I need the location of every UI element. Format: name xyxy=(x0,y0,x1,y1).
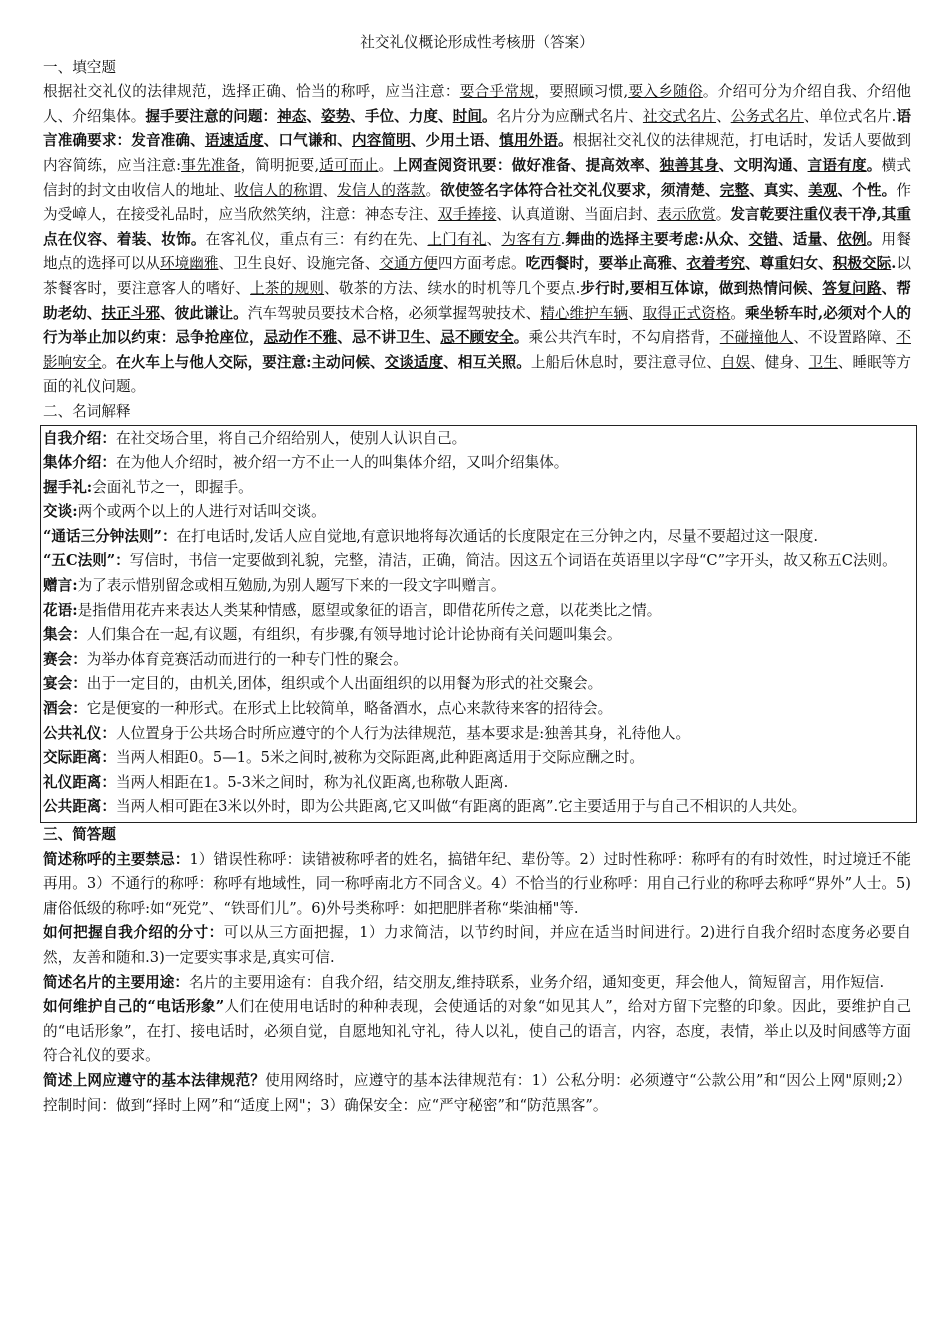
question-text: 、健身、 xyxy=(750,353,809,371)
term-name: 自我介绍： xyxy=(43,429,116,447)
answer-blank-text: 上门有礼 xyxy=(427,230,487,248)
answer-blank-text: 发信人的落款 xyxy=(337,181,426,199)
question-text: 、单位式名片. xyxy=(803,107,897,125)
answer-blank-text: 交通方便 xyxy=(379,255,438,273)
question-text: 、 xyxy=(627,304,643,322)
question-text: 。 xyxy=(425,181,441,199)
answer-blank-text: 双手捧接 xyxy=(437,206,497,224)
question-text: 横式信封的封文由收信人的地址、 xyxy=(43,156,911,199)
question-text: 在客礼仪，重点有三：有约在先、 xyxy=(205,230,428,248)
question-text: 、帮助老幼、 xyxy=(43,279,911,322)
question-text: ，简明扼要, xyxy=(240,156,320,174)
term-definition xyxy=(43,476,910,501)
question-text: ，要照顾习惯, xyxy=(534,83,629,101)
term-definition xyxy=(43,451,910,476)
answer-blank-text: 答复问路 xyxy=(822,279,882,297)
question-text: 。 xyxy=(481,107,497,125)
term-definition xyxy=(43,771,910,796)
answer-blank-text: 为客有方 xyxy=(501,230,561,248)
answer-blank-text: 内容简明 xyxy=(351,132,411,150)
question-text: 发言乾要注重仪表干净,其重点在仪容、着装、妆饰。 xyxy=(43,206,911,248)
question-text: 、 xyxy=(716,107,731,125)
term-definition xyxy=(43,672,910,697)
question-text: 根据社交礼仪的法律规范，打电话时，发话人要做到内容简练，应当注意: xyxy=(43,132,911,174)
answer-blank-text: 慎用外语 xyxy=(499,132,558,150)
question-text: 、适量、 xyxy=(778,230,838,248)
term-explanation: 它是便宴的一种形式。在形式上比较简单，略备酒水，点心来款待来客的招待会。 xyxy=(86,700,613,718)
term-name: 花语: xyxy=(43,601,78,619)
question-text: 用餐地点的选择可以从 xyxy=(43,230,911,273)
answer-text: 使用网络时，应遵守的基本法律规范有：1）公私分明：必须遵守“公款公用”和“因公上网"原则;2）控制时间：做到“择时上网”和“适度上网"；3）确保安全：应“严守秘密”和“防范黑客”。 xyxy=(43,1071,911,1114)
answer-blank-text: 忌不顾安全 xyxy=(440,329,514,347)
answer-blank-text: 交错 xyxy=(748,230,779,248)
question-text: 舞曲的选择主要考虑:从众、 xyxy=(565,230,749,248)
section-heading-fill-blank: 一、填空题 xyxy=(43,58,116,76)
answer-blank-text: 扶正斗邪 xyxy=(101,304,160,322)
answer-blank-text: 上茶的规则 xyxy=(250,279,325,297)
question-text: 四方面考虑。 xyxy=(437,255,526,273)
question-text: 。 xyxy=(513,329,529,347)
answer-blank-text: 完整 xyxy=(719,181,750,199)
answer-blank-text: 时间 xyxy=(452,107,482,125)
short-answer-item xyxy=(43,921,911,970)
term-definition xyxy=(43,648,910,673)
term-name: 公共礼仪： xyxy=(43,724,116,742)
question-text: 。 xyxy=(866,156,882,174)
question-text: 。介绍可分为介绍自我、介绍他人、介绍集体。 xyxy=(43,83,911,125)
question-text: . xyxy=(560,230,566,248)
question-text: 名片分为应酬式名片、 xyxy=(496,107,643,125)
question-text: 、忌不讲卫生、 xyxy=(337,329,441,347)
question-text: 作为受嶂人，在接受礼品时，应当欣然笑纳，注意：神态专注、 xyxy=(43,181,911,224)
short-answer-item xyxy=(43,971,911,996)
term-explanation: 在社交场合里，将自己介绍给别人，使别人认识自己。 xyxy=(115,429,467,447)
term-explanation: 为举办体育竞赛活动而进行的一种专门性的聚会。 xyxy=(86,650,408,668)
question-text: 乘坐轿车时,必须对个人的行为举止加以约束：忌争抢座位， xyxy=(43,304,911,347)
term-name: 酒会： xyxy=(43,700,87,718)
term-name: 交谈: xyxy=(43,503,78,521)
answer-text: 人们在使用电话时的种种表现，会使通话的对象“如见其人”，给对方留下完整的印象。因此，要维护自己的“电话形象”，在打、接电话时，必须自觉，自愿地知礼守礼，待人以礼，使自己的语言，内容，态度，表情，举止以及时间感等方面符合礼仪的要求。 xyxy=(43,998,911,1065)
answer-blank-text: 环境幽雅 xyxy=(159,255,219,273)
short-answer-item xyxy=(43,995,911,1069)
answer-blank-text: 取得正式资格 xyxy=(642,304,731,322)
answer-blank-text: 社交式名片 xyxy=(642,107,717,125)
term-name: 宴会： xyxy=(43,675,87,693)
answer-blank-text: 忌动作不雅 xyxy=(263,329,338,347)
question-text: 。 xyxy=(101,353,117,371)
answer-blank-text: 不碰撞他人 xyxy=(719,329,794,347)
term-definition xyxy=(43,795,910,820)
term-explanation: 人位置身于公共场合时所应遵守的个人行为法律规范，基本要求是:独善其身，礼待他人。 xyxy=(115,724,691,742)
page-title: 社交礼仪概论形成性考核册（答案） xyxy=(360,34,594,51)
answer-blank-text: 公务式名片 xyxy=(730,107,804,125)
term-definition xyxy=(43,525,910,550)
question-text: 吃西餐时，要举止高雅、 xyxy=(525,255,687,273)
section-heading-terms: 二、名词解释 xyxy=(43,402,131,420)
question-text: 在火车上与他人交际，要注意:主动问候、 xyxy=(116,353,385,371)
term-explanation: 两个或两个以上的人进行对话叫交谈。 xyxy=(77,503,326,521)
term-explanation: 人们集合在一起,有议题，有组织，有步骤,有领导地讨论计论协商有关问题叫集会。 xyxy=(86,626,622,644)
answer-blank-text: 衣着考究 xyxy=(686,255,745,273)
question-text: 。 xyxy=(715,206,731,224)
term-name: 握手礼: xyxy=(43,478,93,496)
question-text: 。 xyxy=(866,230,882,248)
answer-text: 1）错误性称呼：读错被称呼者的姓名，搞错年纪、辈份等。2）过时性称呼：称呼有的有时效性，时过境迁不能再用。3）不通行的称呼：称呼有地域性，同一称呼南北方不同含义。4）不恰当的行业称呼：用自己行业的称呼去称呼“界外”人士。5)庸俗低级的称呼:如“死党”、“铁哥们儿”。6)外号类称呼：如把肥胖者称“柴油桶"等. xyxy=(43,850,911,917)
term-definition xyxy=(43,746,910,771)
term-explanation: 会面礼节之一，即握手。 xyxy=(92,478,253,496)
term-definition xyxy=(43,599,910,624)
answer-blank-text: 自娱 xyxy=(720,353,751,371)
answer-blank-text: 美观 xyxy=(808,181,838,199)
question-text: . xyxy=(891,255,897,273)
term-explanation: 为了表示惜别留念或相互勉励,为别人题写下来的一段文字叫赠言。 xyxy=(77,577,506,595)
answer-blank-text: 表示欣赏 xyxy=(657,206,716,224)
term-name: 集会： xyxy=(43,626,87,644)
term-definition xyxy=(43,500,910,525)
question-prompt: 简述名片的主要用途： xyxy=(43,973,189,991)
question-text: 语言准确要求：发音准确、 xyxy=(43,107,911,150)
question-text: 。 xyxy=(557,132,573,150)
question-text: 根据社交礼仪的法律规范，选择正确、恰当的称呼，应当注意： xyxy=(43,83,460,101)
short-answer-item xyxy=(43,848,911,922)
answer-blank-text: 独善其身 xyxy=(659,156,719,174)
short-answer-list xyxy=(43,848,911,1119)
term-explanation: 是指借用花卉来表达人类某种情感，愿望或象征的语言，即借花所传之意，以花类比之情。 xyxy=(77,601,662,619)
term-definition xyxy=(43,574,910,599)
answer-blank-text: 适可而止 xyxy=(319,156,379,174)
question-text: 欲使签名字体符合社交礼仪要求，须清楚、 xyxy=(440,181,720,199)
answer-blank-text: 神态 xyxy=(277,107,307,125)
question-text: 步行时,要相互体谅，做到热情问候、 xyxy=(580,279,823,297)
question-prompt: 简述上网应遵守的基本法律规范？ xyxy=(43,1071,266,1089)
question-text: 握手要注意的问题： xyxy=(145,107,278,125)
question-text: 、彼此谦让。 xyxy=(160,304,248,322)
answer-blank-text: 积极交际 xyxy=(832,255,892,273)
question-text: 、卫生良好、设施完备、 xyxy=(218,255,380,273)
question-text: 、手位、力度、 xyxy=(350,107,453,125)
answer-blank-text: 要入乡随俗 xyxy=(628,83,703,101)
term-explanation: 出于一定目的，由机关,团体，组织或个人出面组织的以用餐为形式的社交聚会。 xyxy=(86,675,603,693)
term-name: “五C法则”： xyxy=(43,552,130,570)
question-text: 、敬茶的方法、续水的时机等几个要点. xyxy=(324,279,581,297)
term-explanation: 在为他人介绍时，被介绍一方不止一人的叫集体介绍，又叫介绍集体。 xyxy=(115,454,569,472)
term-explanation: 写信时，书信一定要做到礼貌，完整，清洁，正确，简洁。因这五个词语在英语里以字母“C”字开头，故又称五C法则。 xyxy=(129,552,897,570)
question-text: 、口气谦和、 xyxy=(263,132,352,150)
answer-text: 名片的主要用途有：自我介绍，结交朋友,维持联系，业务介绍，通知变更，拜会他人，简短留言，用作短信. xyxy=(188,973,885,991)
question-text: 乘公共汽车时，不勾肩搭背， xyxy=(528,329,720,347)
term-definition xyxy=(43,623,910,648)
term-definition xyxy=(43,722,910,747)
question-text: 、不设置路障、 xyxy=(793,329,897,347)
question-text: 、少用土语、 xyxy=(410,132,500,150)
term-name: 礼仪距离： xyxy=(43,773,116,791)
question-text: 、尊重妇女、 xyxy=(744,255,833,273)
answer-blank-text: 卫生 xyxy=(808,353,838,371)
answer-text: 可以从三方面把握，1）力求简洁，以节约时间，并应在适当时间进行。2)进行自我介绍时态度务必要自然，友善和随和.3)一定要实事求是,真实可信. xyxy=(43,924,911,966)
term-definitions-box xyxy=(40,425,917,824)
question-text: 、 xyxy=(306,107,321,125)
question-text: 。 xyxy=(378,156,394,174)
question-text: 、 xyxy=(486,230,502,248)
question-text: 汽车驾驶员要技术合格，必须掌握驾驶技术、 xyxy=(247,304,541,322)
term-definition xyxy=(43,549,910,574)
answer-blank-text: 语速适度 xyxy=(204,132,264,150)
term-explanation: 在打电话时,发话人应自觉地,有意识地将每次通话的长度限定在三分钟之内，尽量不要超过这一限度. xyxy=(176,527,818,545)
question-text: 以茶餐客时，要注意客人的嗜好、 xyxy=(43,255,911,297)
answer-blank-text: 不影响安全 xyxy=(43,329,911,371)
term-explanation: 当两人相距在1。5-3米之间时，称为礼仪距离,也称敬人距离. xyxy=(115,773,509,791)
question-prompt: 简述称呼的主要禁忌： xyxy=(43,850,190,868)
term-definition xyxy=(43,697,910,722)
answer-blank-text: 要合乎常规 xyxy=(459,83,535,101)
answer-blank-text: 事先准备 xyxy=(181,156,241,174)
term-name: 赛会： xyxy=(43,650,87,668)
question-prompt: 如何把握自我介绍的分寸： xyxy=(43,924,224,942)
answer-blank-text: 依例 xyxy=(837,230,867,248)
question-text: 、相互关照。 xyxy=(443,353,531,371)
question-text: 、文明沟通、 xyxy=(718,156,808,174)
term-definition xyxy=(43,427,910,452)
term-name: 公共距离： xyxy=(43,798,116,816)
question-text: 、睡眠等方面的礼仪问题。 xyxy=(43,353,911,396)
question-text: 、 xyxy=(322,181,338,199)
answer-blank-text: 收信人的称谓 xyxy=(234,181,323,199)
fill-blank-paragraph xyxy=(43,80,911,400)
term-name: “通话三分钟法则”： xyxy=(43,527,177,545)
term-explanation: 当两人相距0。5—1。5米之间时,被称为交际距离,此种距离适用于交际应酬之时。 xyxy=(115,749,644,767)
section-heading-short-answer: 三、简答题 xyxy=(43,826,116,843)
term-name: 交际距离： xyxy=(43,749,116,767)
question-prompt: 如何维护自己的“电话形象” xyxy=(43,998,225,1016)
answer-blank-text: 交谈适度 xyxy=(384,353,444,371)
question-text: 。 xyxy=(730,304,745,322)
question-text: 上网查阅资讯要：做好准备、提高效率、 xyxy=(393,156,660,174)
question-text: 、个性。 xyxy=(837,181,897,199)
answer-blank-text: 言语有度 xyxy=(807,156,867,174)
term-name: 集体介绍： xyxy=(43,454,116,472)
term-name: 赠言: xyxy=(43,577,78,595)
answer-blank-text: 精心维护车辆 xyxy=(540,304,628,322)
question-text: 、真实、 xyxy=(749,181,809,199)
document-page xyxy=(43,31,911,1118)
answer-blank-text: 姿势 xyxy=(321,107,351,125)
question-text: 上船后休息时，要注意寻位、 xyxy=(530,353,721,371)
term-explanation: 当两人相可距在3米以外时，即为公共距离,它又叫做“有距离的距离”.它主要适用于与自己不相识的人共处。 xyxy=(115,798,807,816)
short-answer-item xyxy=(43,1069,911,1118)
question-text: 、认真道谢、当面启封、 xyxy=(496,206,658,224)
